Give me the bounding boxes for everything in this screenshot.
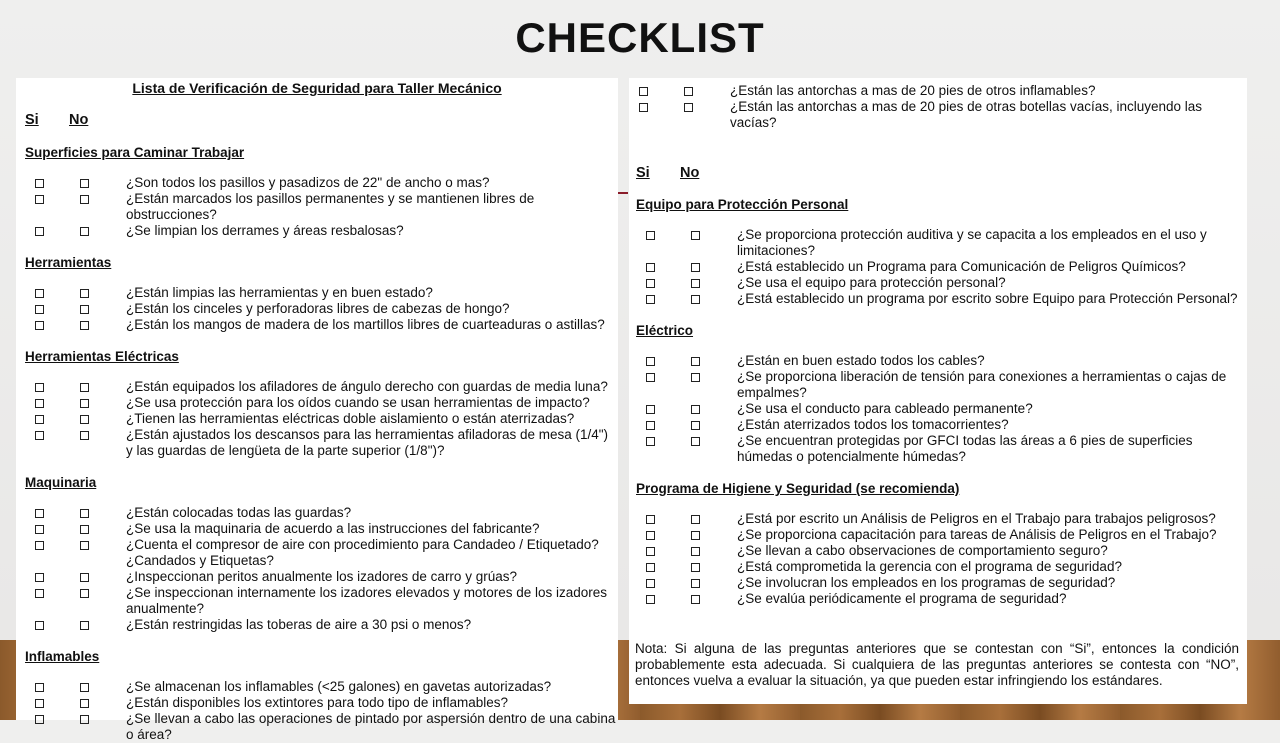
checklist-item	[636, 543, 1247, 559]
item-text: ¿Está por escrito un Análisis de Peligros en el Trabajo para trabajos peligrosos?	[737, 511, 1216, 526]
si-checkbox[interactable]	[646, 279, 655, 288]
checklist-item	[25, 411, 618, 427]
item-text: ¿Están marcados los pasillos permanentes y se mantienen libres de obstrucciones?	[126, 191, 535, 222]
checklist-item	[25, 301, 618, 317]
checklist-item	[636, 559, 1247, 575]
section-electrical	[636, 323, 1247, 465]
section-title: Inflamables	[25, 649, 100, 664]
si-checkbox[interactable]	[35, 305, 44, 314]
no-checkbox[interactable]	[80, 305, 89, 314]
no-checkbox[interactable]	[80, 699, 89, 708]
no-checkbox[interactable]	[80, 321, 89, 330]
si-checkbox[interactable]	[646, 295, 655, 304]
section-title: Equipo para Protección Personal	[636, 197, 849, 212]
no-checkbox[interactable]	[684, 103, 693, 112]
note-paragraph: Nota: Si alguna de las preguntas anteriores que se contestan con “Si”, entonces la condición probablemente esta adecuada. Si cualquiera de las preguntas anteriores se contesta con “NO”, entonces vuelva a evaluar la situación, ya que pueden estar infringiendo los estándares.	[635, 641, 1239, 688]
checklist-page-left	[16, 78, 618, 742]
si-checkbox[interactable]	[646, 595, 655, 604]
checklist-item	[636, 527, 1247, 543]
item-text: ¿Están equipados los afiladores de ángulo derecho con guardas de media luna?	[126, 379, 608, 394]
si-checkbox[interactable]	[35, 525, 44, 534]
si-checkbox[interactable]	[639, 87, 648, 96]
checklist-item	[25, 585, 618, 617]
checklist-item	[636, 417, 1247, 433]
si-checkbox[interactable]	[35, 195, 44, 204]
si-checkbox[interactable]	[35, 431, 44, 440]
si-checkbox[interactable]	[646, 579, 655, 588]
si-checkbox[interactable]	[639, 103, 648, 112]
item-text: ¿Se usa la maquinaria de acuerdo a las instrucciones del fabricante?	[126, 521, 540, 536]
si-checkbox[interactable]	[35, 179, 44, 188]
accent-divider	[618, 192, 628, 194]
si-label: Si	[636, 165, 650, 181]
checklist-item	[25, 285, 618, 301]
checklist-item	[636, 353, 1247, 369]
no-label: No	[680, 165, 700, 181]
item-text: ¿Inspeccionan peritos anualmente los izadores de carro y grúas?	[126, 569, 517, 584]
no-checkbox[interactable]	[691, 547, 700, 556]
no-checkbox[interactable]	[691, 563, 700, 572]
checklist-item	[636, 259, 1247, 275]
si-checkbox[interactable]	[646, 357, 655, 366]
slide-title: CHECKLIST	[515, 14, 765, 61]
checklist-item	[25, 521, 618, 537]
item-text: ¿Se involucran los empleados en los programas de seguridad?	[737, 575, 1116, 590]
item-text: ¿Tienen las herramientas eléctricas doble aislamiento o están aterrizadas?	[126, 411, 575, 426]
item-text: ¿Se proporciona protección auditiva y se capacita a los empleados en el uso y limitaciones?	[737, 227, 1207, 258]
no-checkbox[interactable]	[691, 515, 700, 524]
item-text: ¿Se almacenan los inflamables (<25 galones) en gavetas autorizadas?	[126, 679, 552, 694]
si-checkbox[interactable]	[646, 405, 655, 414]
item-text: ¿Se usa protección para los oídos cuando se usan herramientas de impacto?	[126, 395, 590, 410]
item-text: ¿Se proporciona liberación de tensión para conexiones a herramientas o cajas de empalmes?	[737, 369, 1227, 400]
checklist-item	[25, 537, 618, 569]
document-title: Lista de Verificación de Seguridad para Taller Mecánico	[132, 80, 502, 96]
no-checkbox[interactable]	[691, 279, 700, 288]
item-text: ¿Están restringidas las toberas de aire a 30 psi o menos?	[126, 617, 472, 632]
no-checkbox[interactable]	[691, 579, 700, 588]
checklist-item	[25, 191, 618, 223]
si-checkbox[interactable]	[646, 563, 655, 572]
si-checkbox[interactable]	[35, 699, 44, 708]
si-checkbox[interactable]	[646, 263, 655, 272]
checklist-item	[636, 401, 1247, 417]
section-tools	[25, 255, 618, 333]
item-text: ¿Se usa el equipo para protección personal?	[737, 275, 1006, 290]
si-checkbox[interactable]	[35, 399, 44, 408]
checklist-item	[25, 223, 618, 239]
section-title: Herramientas	[25, 255, 112, 270]
si-checkbox[interactable]	[35, 321, 44, 330]
item-text: ¿Están disponibles los extintores para todo tipo de inflamables?	[126, 695, 508, 710]
item-text: ¿Están los cinceles y perforadoras libres de cabezas de hongo?	[126, 301, 510, 316]
section-title: Herramientas Eléctricas	[25, 349, 179, 364]
si-checkbox[interactable]	[35, 383, 44, 392]
checklist-item	[25, 395, 618, 411]
checklist-item	[25, 175, 618, 191]
no-checkbox[interactable]	[80, 509, 89, 518]
checklist-item	[629, 99, 1247, 131]
item-text: ¿Se usa el conducto para cableado permanente?	[737, 401, 1033, 416]
item-text: ¿Se encuentran protegidas por GFCI todas las áreas a 6 pies de superficies húmedas o potencialmente húmedas?	[737, 433, 1193, 464]
si-checkbox[interactable]	[35, 683, 44, 692]
section-title: Programa de Higiene y Seguridad (se recomienda)	[636, 481, 960, 496]
item-text: ¿Están en buen estado todos los cables?	[737, 353, 985, 368]
no-checkbox[interactable]	[691, 231, 700, 240]
si-checkbox[interactable]	[35, 589, 44, 598]
no-checkbox[interactable]	[691, 295, 700, 304]
no-checkbox[interactable]	[691, 595, 700, 604]
no-checkbox[interactable]	[80, 289, 89, 298]
checklist-item	[636, 275, 1247, 291]
si-checkbox[interactable]	[35, 227, 44, 236]
section-title: Maquinaria	[25, 475, 97, 490]
no-checkbox[interactable]	[80, 621, 89, 630]
si-checkbox[interactable]	[646, 531, 655, 540]
section-walking-surfaces	[25, 145, 618, 239]
si-checkbox[interactable]	[646, 547, 655, 556]
si-checkbox[interactable]	[35, 541, 44, 550]
checklist-item	[636, 591, 1247, 607]
checklist-item	[636, 511, 1247, 527]
no-checkbox[interactable]	[691, 405, 700, 414]
no-checkbox[interactable]	[691, 263, 700, 272]
no-checkbox[interactable]	[80, 179, 89, 188]
no-checkbox[interactable]	[80, 431, 89, 440]
si-checkbox[interactable]	[646, 421, 655, 430]
no-checkbox[interactable]	[80, 541, 89, 550]
si-checkbox[interactable]	[35, 621, 44, 630]
section-title: Eléctrico	[636, 323, 694, 338]
section-power-tools	[25, 349, 618, 459]
no-checkbox[interactable]	[80, 383, 89, 392]
checklist-item	[25, 695, 618, 711]
si-no-header	[25, 112, 618, 128]
no-checkbox[interactable]	[691, 373, 700, 382]
si-checkbox[interactable]	[646, 231, 655, 240]
section-ppe	[636, 197, 1247, 307]
item-text: ¿Está establecido un programa por escrito sobre Equipo para Protección Personal?	[737, 291, 1238, 306]
si-checkbox[interactable]	[35, 415, 44, 424]
item-text: ¿Se proporciona capacitación para tareas de Análisis de Peligros en el Trabajo?	[737, 527, 1217, 542]
si-checkbox[interactable]	[646, 515, 655, 524]
si-label: Si	[25, 112, 39, 128]
no-checkbox[interactable]	[80, 195, 89, 204]
checklist-item	[25, 679, 618, 695]
item-text: ¿Está comprometida la gerencia con el programa de seguridad?	[737, 559, 1122, 574]
item-text: ¿Está establecido un Programa para Comunicación de Peligros Químicos?	[737, 259, 1186, 274]
checklist-item	[636, 227, 1247, 259]
section-machinery	[25, 475, 618, 633]
si-no-header	[636, 165, 1247, 181]
no-checkbox[interactable]	[691, 357, 700, 366]
checklist-item	[25, 505, 618, 521]
checklist-item	[25, 379, 618, 395]
item-text: ¿Son todos los pasillos y pasadizos de 22" de ancho o mas?	[126, 175, 490, 190]
section-flammables	[25, 649, 618, 743]
si-checkbox[interactable]	[35, 715, 44, 724]
checklist-item	[636, 369, 1247, 401]
no-checkbox[interactable]	[80, 415, 89, 424]
section-safety-program	[636, 481, 1247, 607]
no-checkbox[interactable]	[80, 683, 89, 692]
checklist-item	[636, 433, 1247, 465]
checklist-item	[25, 427, 618, 459]
no-checkbox[interactable]	[80, 715, 89, 724]
checklist-page-right	[629, 78, 1247, 704]
no-checkbox[interactable]	[691, 437, 700, 446]
si-checkbox[interactable]	[35, 289, 44, 298]
item-text: ¿Están colocadas todas las guardas?	[126, 505, 352, 520]
si-checkbox[interactable]	[646, 373, 655, 382]
checklist-item	[25, 317, 618, 333]
no-checkbox[interactable]	[691, 421, 700, 430]
no-checkbox[interactable]	[80, 525, 89, 534]
checklist-item	[629, 83, 1247, 99]
continued-items	[629, 83, 1247, 131]
item-text: ¿Cuenta el compresor de aire con procedimiento para Candadeo / Etiquetado? ¿Candados y Etiquetas?	[126, 537, 599, 568]
item-text: ¿Están los mangos de madera de los martillos libres de cuarteaduras o astillas?	[126, 317, 605, 332]
checklist-item	[636, 575, 1247, 591]
no-checkbox[interactable]	[80, 399, 89, 408]
checklist-item	[636, 291, 1247, 307]
checklist-item	[25, 711, 618, 743]
item-text: ¿Se llevan a cabo las operaciones de pintado por aspersión dentro de una cabina o área?	[126, 711, 616, 742]
item-text: ¿Están las antorchas a mas de 20 pies de otras botellas vacías, incluyendo las vacías?	[730, 99, 1203, 130]
no-checkbox[interactable]	[691, 531, 700, 540]
checklist-item	[25, 617, 618, 633]
item-text: ¿Se limpian los derrames y áreas resbalosas?	[126, 223, 404, 238]
item-text: ¿Están ajustados los descansos para las herramientas afiladoras de mesa (1/4") y las guardas de lengüeta de la parte superior (1/8")?	[126, 427, 609, 458]
item-text: ¿Están limpias las herramientas y en buen estado?	[126, 285, 433, 300]
si-checkbox[interactable]	[646, 437, 655, 446]
si-checkbox[interactable]	[35, 573, 44, 582]
no-checkbox[interactable]	[684, 87, 693, 96]
no-label: No	[69, 112, 89, 128]
no-checkbox[interactable]	[80, 573, 89, 582]
si-checkbox[interactable]	[35, 509, 44, 518]
item-text: ¿Se llevan a cabo observaciones de comportamiento seguro?	[737, 543, 1108, 558]
item-text: ¿Se inspeccionan internamente los izadores elevados y motores de los izadores anualmente?	[126, 585, 608, 616]
section-title: Superficies para Caminar Trabajar	[25, 145, 245, 160]
item-text: ¿Están aterrizados todos los tomacorrientes?	[737, 417, 1009, 432]
no-checkbox[interactable]	[80, 589, 89, 598]
item-text: ¿Se evalúa periódicamente el programa de seguridad?	[737, 591, 1067, 606]
item-text: ¿Están las antorchas a mas de 20 pies de otros inflamables?	[730, 83, 1096, 98]
no-checkbox[interactable]	[80, 227, 89, 236]
checklist-item	[25, 569, 618, 585]
